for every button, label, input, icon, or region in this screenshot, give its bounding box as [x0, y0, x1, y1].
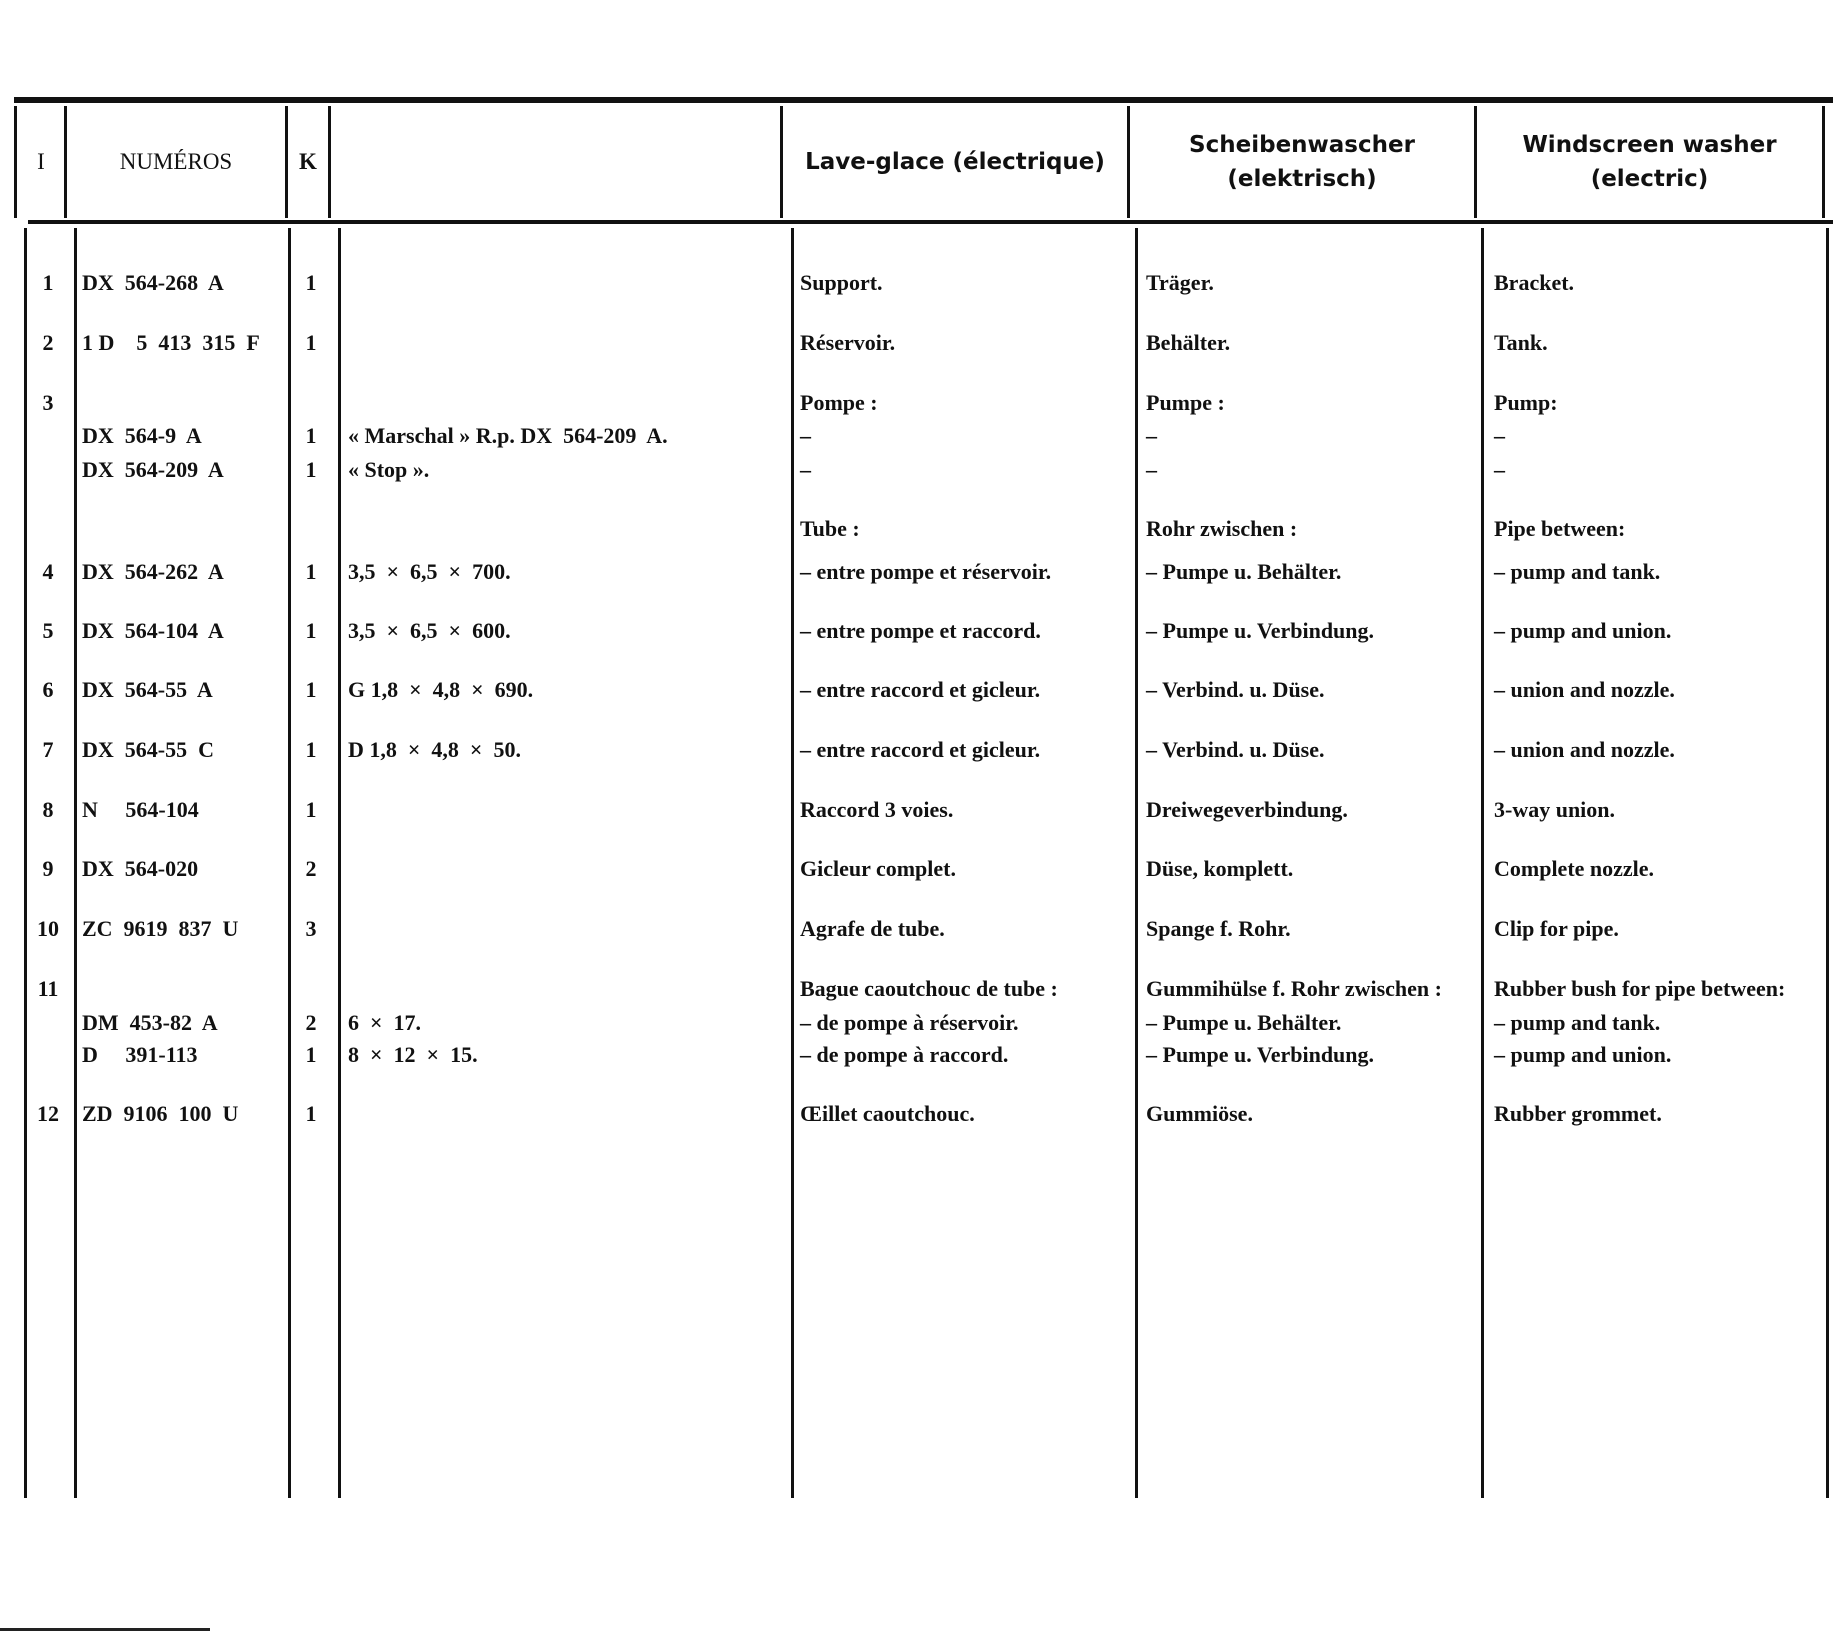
description-french: – de pompe à réservoir. [800, 1010, 1019, 1035]
quantity: 1 [305, 457, 317, 482]
description-french: – entre pompe et réservoir. [800, 559, 1052, 584]
description-english: Pipe between: [1494, 516, 1626, 541]
description-english: Tank. [1494, 330, 1548, 355]
description-french: Réservoir. [800, 330, 896, 355]
top-rule [14, 97, 1833, 103]
description-german: – [1146, 423, 1157, 448]
description-german: Träger. [1146, 270, 1214, 295]
description-german: Rohr zwischen : [1146, 516, 1298, 541]
description-english: Bracket. [1494, 270, 1575, 295]
part-number: DX 564-020 [82, 856, 199, 881]
description-english: – pump and tank. [1494, 1010, 1661, 1035]
description-german: – Pumpe u. Behälter. [1146, 1010, 1342, 1035]
specification: D 1,8 × 4,8 × 50. [348, 737, 521, 762]
item-index: 11 [37, 976, 59, 1001]
quantity: 1 [305, 559, 317, 584]
item-index: 12 [37, 1101, 59, 1126]
description-english: – union and nozzle. [1494, 737, 1675, 762]
part-number: DX 564-9 A [82, 423, 202, 448]
item-index: 4 [42, 559, 54, 584]
header-divider [328, 106, 331, 218]
quantity: 1 [305, 330, 317, 355]
header-rule [28, 220, 1833, 224]
item-index: 1 [42, 270, 54, 295]
description-english: – pump and union. [1494, 1042, 1672, 1067]
description-german: – [1146, 457, 1157, 482]
description-french: Œillet caoutchouc. [800, 1101, 975, 1126]
description-german: – Pumpe u. Behälter. [1146, 559, 1342, 584]
item-index: 5 [42, 618, 54, 643]
description-german: Gummihülse f. Rohr zwischen : [1146, 976, 1442, 1001]
description-french: Bague caoutchouc de tube : [800, 976, 1058, 1001]
description-german: – Pumpe u. Verbindung. [1146, 618, 1375, 643]
description-german: Behälter. [1146, 330, 1231, 355]
quantity: 1 [305, 797, 317, 822]
description-english: Rubber bush for pipe between: [1494, 976, 1786, 1001]
part-number: DX 564-268 A [82, 270, 224, 295]
description-french: Support. [800, 270, 883, 295]
description-french: Tube : [800, 516, 860, 541]
item-index: 7 [42, 737, 54, 762]
description-english: – pump and union. [1494, 618, 1672, 643]
header-numbers: NUMÉROS [119, 149, 233, 174]
item-index: 9 [42, 856, 54, 881]
column-divider [288, 228, 291, 1498]
part-number: 1 D 5 413 315 F [82, 330, 260, 355]
description-french: – [800, 423, 811, 448]
part-number: DX 564-55 A [82, 677, 213, 702]
header-divider [1822, 106, 1825, 218]
header-divider [14, 106, 17, 218]
specification: « Stop ». [348, 457, 430, 482]
quantity: 1 [305, 737, 317, 762]
description-english: Clip for pipe. [1494, 916, 1619, 941]
description-french: – entre pompe et raccord. [800, 618, 1041, 643]
part-number: DM 453-82 A [82, 1010, 218, 1035]
quantity: 1 [305, 270, 317, 295]
part-number: ZD 9106 100 U [82, 1101, 239, 1126]
quantity: 1 [305, 423, 317, 448]
header-index: I [37, 149, 45, 174]
specification: 6 × 17. [348, 1010, 422, 1035]
item-index: 6 [42, 677, 54, 702]
description-english: – [1494, 457, 1505, 482]
column-divider [1135, 228, 1138, 1498]
column-divider [1481, 228, 1484, 1498]
header-german: Scheibenwascher (elektrisch) [1189, 132, 1415, 192]
specification: « Marschal » R.p. DX 564-209 A. [348, 423, 668, 448]
part-number: DX 564-262 A [82, 559, 224, 584]
description-french: Raccord 3 voies. [800, 797, 954, 822]
description-french: – entre raccord et gicleur. [800, 737, 1041, 762]
header-french: Lave-glace (électrique) [805, 149, 1105, 175]
description-french: – [800, 457, 811, 482]
quantity: 2 [305, 856, 317, 881]
quantity: 1 [305, 618, 317, 643]
description-english: Complete nozzle. [1494, 856, 1655, 881]
description-german: Pumpe : [1146, 390, 1225, 415]
header-qty: K [299, 149, 317, 174]
quantity: 2 [305, 1010, 317, 1035]
specification: 8 × 12 × 15. [348, 1042, 478, 1067]
header-english: Windscreen washer (electric) [1522, 132, 1777, 192]
specification: G 1,8 × 4,8 × 690. [348, 677, 534, 702]
part-number: D 391-113 [82, 1042, 198, 1067]
item-index: 10 [37, 916, 59, 941]
description-english: – union and nozzle. [1494, 677, 1675, 702]
description-german: – Pumpe u. Verbindung. [1146, 1042, 1375, 1067]
quantity: 1 [305, 1101, 317, 1126]
part-number: DX 564-55 C [82, 737, 214, 762]
description-german: – Verbind. u. Düse. [1146, 737, 1325, 762]
description-german: Dreiwegeverbindung. [1146, 797, 1348, 822]
description-german: Gummiöse. [1146, 1101, 1253, 1126]
description-german: – Verbind. u. Düse. [1146, 677, 1325, 702]
quantity: 1 [305, 1042, 317, 1067]
description-english: – pump and tank. [1494, 559, 1661, 584]
column-divider [338, 228, 341, 1498]
item-index: 2 [42, 330, 54, 355]
part-number: DX 564-104 A [82, 618, 224, 643]
description-english: Pump: [1494, 390, 1558, 415]
bottom-rule [0, 1628, 210, 1631]
column-divider [74, 228, 77, 1498]
quantity: 1 [305, 677, 317, 702]
part-number: ZC 9619 837 U [82, 916, 239, 941]
description-english: – [1494, 423, 1505, 448]
part-number: DX 564-209 A [82, 457, 224, 482]
part-number: N 564-104 [82, 797, 199, 822]
description-german: Spange f. Rohr. [1146, 916, 1291, 941]
description-french: – de pompe à raccord. [800, 1042, 1009, 1067]
item-index: 3 [42, 390, 54, 415]
description-french: – entre raccord et gicleur. [800, 677, 1041, 702]
item-index: 8 [42, 797, 54, 822]
description-english: 3-way union. [1494, 797, 1616, 822]
quantity: 3 [305, 916, 317, 941]
column-divider [1826, 228, 1829, 1498]
description-french: Gicleur complet. [800, 856, 956, 881]
description-german: Düse, komplett. [1146, 856, 1294, 881]
specification: 3,5 × 6,5 × 700. [348, 559, 511, 584]
column-divider [791, 228, 794, 1498]
header-divider [64, 106, 67, 218]
specification: 3,5 × 6,5 × 600. [348, 618, 511, 643]
description-french: Pompe : [800, 390, 878, 415]
column-divider [24, 228, 27, 1498]
description-english: Rubber grommet. [1494, 1101, 1662, 1126]
description-french: Agrafe de tube. [800, 916, 945, 941]
